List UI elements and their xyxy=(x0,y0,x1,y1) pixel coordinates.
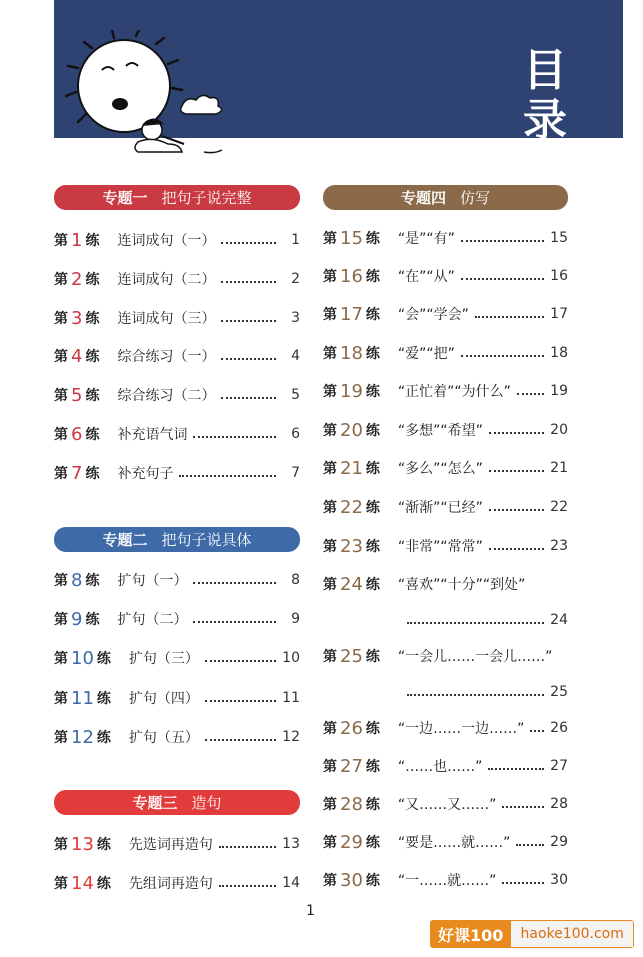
entry-suffix: 练 xyxy=(365,461,380,477)
entry-number: 25 xyxy=(340,645,363,667)
entry-suffix: 练 xyxy=(365,797,380,813)
toc-entry[interactable] xyxy=(54,345,300,367)
entry-prefix: 第 xyxy=(54,876,68,892)
entry-page: 19 xyxy=(550,383,568,399)
toc-entry[interactable] xyxy=(54,647,300,669)
entry-prefix: 第 xyxy=(54,573,68,589)
entry-title: 先选词再造句 xyxy=(128,837,213,853)
entry-page: 30 xyxy=(550,872,568,888)
entry-number: 14 xyxy=(71,872,94,894)
entry-title: “要是……就……” xyxy=(397,835,511,851)
entry-title: 先组词再造句 xyxy=(128,876,213,892)
section-name: 把句子说完整 xyxy=(161,189,252,207)
entry-prefix: 第 xyxy=(323,721,337,737)
entry-title: 扩句（三） xyxy=(128,651,199,667)
section-label: 专题二 xyxy=(102,531,148,549)
leader-dots xyxy=(502,880,544,884)
toc-entry[interactable] xyxy=(54,462,300,484)
entry-number: 11 xyxy=(71,687,94,709)
toc-entry[interactable] xyxy=(54,833,300,855)
toc-title-char-1: 目 xyxy=(523,45,567,96)
leader-dots xyxy=(488,766,544,770)
entry-number: 12 xyxy=(71,726,94,748)
section-name: 把句子说具体 xyxy=(161,531,252,549)
entry-number: 22 xyxy=(340,496,363,518)
entry-title: 补充语气词 xyxy=(117,427,188,443)
leader-dots xyxy=(193,434,276,438)
toc-entry[interactable] xyxy=(323,869,568,891)
entry-page: 17 xyxy=(550,306,568,322)
entry-title: “一边……一边……” xyxy=(397,721,525,737)
toc-entry[interactable] xyxy=(323,496,568,518)
entry-suffix: 练 xyxy=(365,346,380,362)
leader-dots xyxy=(221,240,276,244)
entry-title: 扩句（五） xyxy=(128,730,199,746)
entry-title: 补充句子 xyxy=(117,466,174,482)
toc-entry[interactable] xyxy=(323,717,568,739)
leader-dots xyxy=(407,692,544,696)
section-name: 造句 xyxy=(191,794,222,812)
leader-dots xyxy=(461,276,544,280)
entry-number: 8 xyxy=(71,569,83,591)
entry-page: 12 xyxy=(282,729,300,745)
entry-number: 3 xyxy=(71,307,83,329)
entry-page: 4 xyxy=(291,348,300,364)
toc-entry[interactable] xyxy=(323,303,568,325)
leader-dots xyxy=(489,507,544,511)
entry-prefix: 第 xyxy=(323,539,337,555)
watermark-url: haoke100.com xyxy=(511,920,634,948)
entry-title: “喜欢”“十分”“到处” xyxy=(397,577,526,593)
entry-prefix: 第 xyxy=(323,759,337,775)
leader-dots xyxy=(193,619,276,623)
entry-page: 18 xyxy=(550,345,568,361)
entry-title: 连词成句（一） xyxy=(117,233,216,249)
entry-prefix: 第 xyxy=(54,272,68,288)
leader-dots xyxy=(221,279,276,283)
toc-entry[interactable] xyxy=(54,307,300,329)
toc-entry[interactable] xyxy=(323,380,568,402)
entry-page: 24 xyxy=(550,612,568,628)
toc-entry[interactable] xyxy=(323,831,568,853)
toc-entry[interactable] xyxy=(323,457,568,479)
entry-page: 2 xyxy=(291,271,300,287)
entry-title: 扩句（二） xyxy=(117,612,188,628)
entry-number: 20 xyxy=(340,419,363,441)
entry-prefix: 第 xyxy=(323,461,337,477)
entry-page: 27 xyxy=(550,758,568,774)
entry-number: 15 xyxy=(340,227,363,249)
entry-page: 6 xyxy=(291,426,300,442)
toc-entry[interactable] xyxy=(323,342,568,364)
entry-suffix: 练 xyxy=(85,311,100,327)
toc-entry[interactable] xyxy=(323,265,568,287)
entry-suffix: 练 xyxy=(96,837,111,853)
entry-suffix: 练 xyxy=(365,577,380,593)
leader-dots xyxy=(517,391,544,395)
toc-entry[interactable] xyxy=(323,645,568,667)
entry-number: 13 xyxy=(71,833,94,855)
entry-prefix: 第 xyxy=(54,651,68,667)
entry-title: “爱”“把” xyxy=(397,346,455,362)
entry-page: 7 xyxy=(291,465,300,481)
entry-title: “渐渐”“已经” xyxy=(397,500,483,516)
entry-number: 30 xyxy=(340,869,363,891)
entry-number: 4 xyxy=(71,345,83,367)
entry-suffix: 练 xyxy=(365,721,380,737)
toc-entry[interactable] xyxy=(54,687,300,709)
entry-title: 连词成句（二） xyxy=(117,272,216,288)
entry-title: “正忙着”“为什么” xyxy=(397,384,511,400)
entry-number: 28 xyxy=(340,793,363,815)
entry-suffix: 练 xyxy=(365,307,380,323)
leader-dots xyxy=(502,804,544,808)
entry-page: 21 xyxy=(550,460,568,476)
entry-page: 22 xyxy=(550,499,568,515)
entry-number: 24 xyxy=(340,573,363,595)
leader-dots xyxy=(193,580,276,584)
entry-page: 1 xyxy=(291,232,300,248)
section-header-2 xyxy=(54,527,300,552)
entry-number: 21 xyxy=(340,457,363,479)
section-header-1 xyxy=(54,185,300,210)
entry-number: 17 xyxy=(340,303,363,325)
entry-page: 5 xyxy=(291,387,300,403)
entry-title: “在”“从” xyxy=(397,269,455,285)
toc-entry[interactable] xyxy=(54,423,300,445)
entry-title: 连词成句（三） xyxy=(117,311,216,327)
leader-dots xyxy=(530,728,544,732)
entry-page: 8 xyxy=(291,572,300,588)
leader-dots xyxy=(221,318,276,322)
entry-title: 扩句（一） xyxy=(117,573,188,589)
entry-title: “是”“有” xyxy=(397,231,455,247)
entry-prefix: 第 xyxy=(54,233,68,249)
entry-page: 28 xyxy=(550,796,568,812)
entry-number: 29 xyxy=(340,831,363,853)
entry-suffix: 练 xyxy=(365,649,380,665)
entry-suffix: 练 xyxy=(85,388,100,404)
entry-title: 综合练习（一） xyxy=(117,349,216,365)
leader-dots xyxy=(219,844,276,848)
entry-suffix: 练 xyxy=(96,730,111,746)
entry-title: “多想”“希望” xyxy=(397,423,483,439)
toc-title-char-2: 录 xyxy=(523,95,567,146)
leader-dots xyxy=(489,546,544,550)
entry-number: 18 xyxy=(340,342,363,364)
entry-page: 11 xyxy=(282,690,300,706)
entry-suffix: 练 xyxy=(85,272,100,288)
entry-page: 10 xyxy=(282,650,300,666)
entry-prefix: 第 xyxy=(323,269,337,285)
entry-page: 3 xyxy=(291,310,300,326)
entry-prefix: 第 xyxy=(323,423,337,439)
toc-entry-continuation xyxy=(401,681,568,703)
entry-suffix: 练 xyxy=(365,539,380,555)
entry-suffix: 练 xyxy=(96,691,111,707)
entry-prefix: 第 xyxy=(323,873,337,889)
entry-suffix: 练 xyxy=(365,269,380,285)
leader-dots xyxy=(407,620,544,624)
entry-prefix: 第 xyxy=(54,388,68,404)
entry-page: 9 xyxy=(291,611,300,627)
entry-prefix: 第 xyxy=(323,346,337,362)
entry-suffix: 练 xyxy=(365,423,380,439)
entry-page: 14 xyxy=(282,875,300,891)
entry-title: “多么”“怎么” xyxy=(397,461,483,477)
entry-page: 26 xyxy=(550,720,568,736)
leader-dots xyxy=(205,698,276,702)
toc-entry[interactable] xyxy=(323,535,568,557)
toc-entry[interactable] xyxy=(54,229,300,251)
entry-suffix: 练 xyxy=(85,349,100,365)
entry-number: 2 xyxy=(71,268,83,290)
leader-dots xyxy=(516,842,544,846)
toc-title xyxy=(520,46,570,146)
entry-number: 16 xyxy=(340,265,363,287)
entry-title: 综合练习（二） xyxy=(117,388,216,404)
entry-page: 16 xyxy=(550,268,568,284)
entry-prefix: 第 xyxy=(323,649,337,665)
entry-prefix: 第 xyxy=(54,311,68,327)
entry-title: “……也……” xyxy=(397,759,483,775)
leader-dots xyxy=(205,658,276,662)
leader-dots xyxy=(461,238,544,242)
leader-dots xyxy=(179,473,276,477)
entry-prefix: 第 xyxy=(54,691,68,707)
entry-prefix: 第 xyxy=(323,500,337,516)
leader-dots xyxy=(205,737,276,741)
entry-prefix: 第 xyxy=(54,427,68,443)
toc-entry[interactable] xyxy=(323,755,568,777)
entry-page: 23 xyxy=(550,538,568,554)
entry-suffix: 练 xyxy=(365,500,380,516)
section-label: 专题四 xyxy=(400,189,446,207)
leader-dots xyxy=(221,395,276,399)
entry-number: 9 xyxy=(71,608,83,630)
watermark xyxy=(430,920,634,948)
entry-number: 7 xyxy=(71,462,83,484)
entry-suffix: 练 xyxy=(85,233,100,249)
entry-suffix: 练 xyxy=(365,873,380,889)
entry-prefix: 第 xyxy=(323,835,337,851)
toc-entry[interactable] xyxy=(323,419,568,441)
leader-dots xyxy=(489,430,544,434)
toc-entry[interactable] xyxy=(54,268,300,290)
leader-dots xyxy=(475,314,544,318)
entry-page: 29 xyxy=(550,834,568,850)
toc-entry[interactable] xyxy=(54,872,300,894)
entry-page: 20 xyxy=(550,422,568,438)
section-label: 专题三 xyxy=(132,794,178,812)
section-name: 仿写 xyxy=(460,189,491,207)
entry-number: 26 xyxy=(340,717,363,739)
toc-entry[interactable] xyxy=(323,227,568,249)
toc-entry[interactable] xyxy=(54,608,300,630)
page-number: 1 xyxy=(306,903,315,919)
entry-prefix: 第 xyxy=(54,612,68,628)
entry-suffix: 练 xyxy=(85,612,100,628)
entry-suffix: 练 xyxy=(96,651,111,667)
entry-suffix: 练 xyxy=(85,427,100,443)
entry-prefix: 第 xyxy=(54,466,68,482)
entry-suffix: 练 xyxy=(85,573,100,589)
entry-number: 5 xyxy=(71,384,83,406)
entry-number: 6 xyxy=(71,423,83,445)
section-header-3 xyxy=(54,790,300,815)
entry-number: 23 xyxy=(340,535,363,557)
entry-page: 25 xyxy=(550,684,568,700)
entry-number: 27 xyxy=(340,755,363,777)
entry-suffix: 练 xyxy=(365,759,380,775)
section-label: 专题一 xyxy=(102,189,148,207)
entry-suffix: 练 xyxy=(365,835,380,851)
section-header-4 xyxy=(323,185,568,210)
entry-prefix: 第 xyxy=(323,307,337,323)
toc-entry[interactable] xyxy=(54,569,300,591)
entry-title: “非常”“常常” xyxy=(397,539,483,555)
leader-dots xyxy=(219,883,276,887)
toc-entry[interactable] xyxy=(54,384,300,406)
entry-title: “会”“学会” xyxy=(397,307,469,323)
toc-entry[interactable] xyxy=(323,573,568,595)
entry-prefix: 第 xyxy=(323,384,337,400)
entry-suffix: 练 xyxy=(365,384,380,400)
entry-title: “一……就……” xyxy=(397,873,497,889)
entry-prefix: 第 xyxy=(323,231,337,247)
entry-number: 19 xyxy=(340,380,363,402)
entry-prefix: 第 xyxy=(54,837,68,853)
entry-suffix: 练 xyxy=(96,876,111,892)
leader-dots xyxy=(489,468,544,472)
entry-number: 1 xyxy=(71,229,83,251)
sun-cartoon-illustration xyxy=(54,30,234,160)
entry-number: 10 xyxy=(71,647,94,669)
entry-page: 15 xyxy=(550,230,568,246)
entry-page: 13 xyxy=(282,836,300,852)
entry-prefix: 第 xyxy=(54,730,68,746)
leader-dots xyxy=(221,356,276,360)
toc-entry[interactable] xyxy=(54,726,300,748)
entry-prefix: 第 xyxy=(54,349,68,365)
entry-prefix: 第 xyxy=(323,577,337,593)
entry-prefix: 第 xyxy=(323,797,337,813)
entry-title: “一会儿……一会儿……” xyxy=(397,649,553,665)
toc-entry[interactable] xyxy=(323,793,568,815)
entry-suffix: 练 xyxy=(365,231,380,247)
entry-suffix: 练 xyxy=(85,466,100,482)
toc-entry-continuation xyxy=(401,609,568,631)
leader-dots xyxy=(461,353,544,357)
entry-title: “又……又……” xyxy=(397,797,497,813)
watermark-brand: 好课100 xyxy=(430,920,511,948)
entry-title: 扩句（四） xyxy=(128,691,199,707)
